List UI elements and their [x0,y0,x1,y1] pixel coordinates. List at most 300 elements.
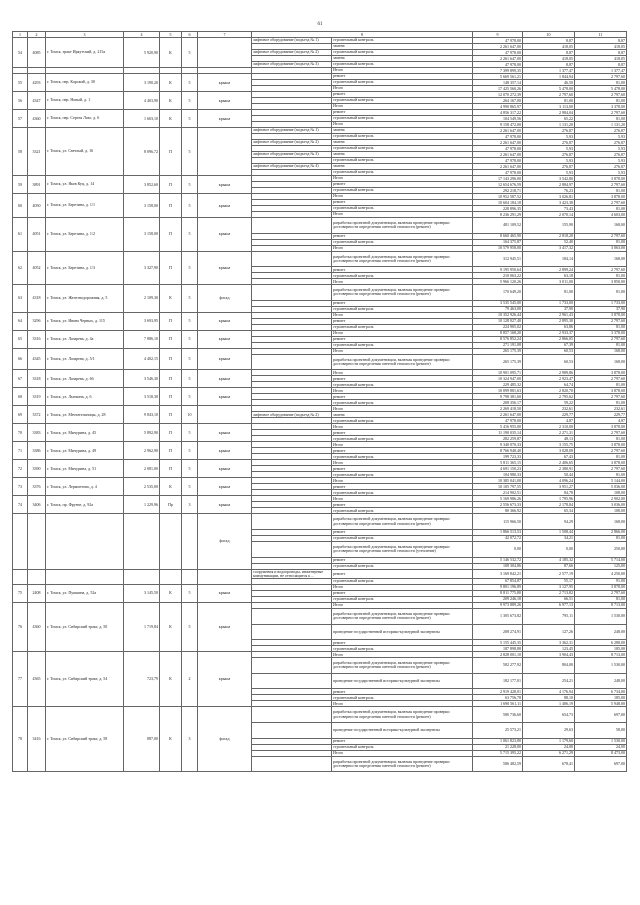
unit-cost: 65,34 [523,508,575,514]
work-item: ремонт [332,267,473,273]
total-area: 3 327,90 [124,251,160,285]
unit-cost: 276,87 [523,164,575,170]
max-unit-cost: 248,00 [575,624,627,640]
unit-cost: 2 795,62 [523,394,575,400]
work-item: замена [332,56,473,62]
wall-material: К [160,92,182,110]
unit-cost: 63,86 [523,324,575,330]
max-unit-cost: 697,00 [575,756,627,772]
house-id: 3891 [28,176,46,194]
work-cost: 63 756,78 [473,695,523,701]
work-item: разработка проектной документации, включая проведение проверки достоверности определения сметной стоимости (утепление) [332,541,473,557]
unit-cost: 2 818,20 [523,233,575,239]
wall-material: П [160,424,182,442]
max-unit-cost: 168,00 [575,218,627,234]
record-number: 75 [13,584,28,602]
work-item: Итого [332,330,473,336]
repair-object: крыша [198,251,252,285]
work-item: замена [332,140,473,146]
unit-cost: 3 362,31 [523,640,575,646]
unit-cost: 67,39 [523,342,575,348]
house-id: 4347 [28,92,46,110]
unit-cost: 3 026,81 [523,194,575,200]
work-group [252,707,332,723]
col-1-header: 1 [13,32,28,38]
unit-cost: 232,61 [523,406,575,412]
max-unit-cost: 3 850,00 [575,279,627,285]
record-number: 54 [13,38,28,68]
max-unit-cost: 2 797,60 [575,466,627,472]
work-item: строительный контроль [332,116,473,122]
unit-cost: 276,87 [523,152,575,158]
work-cost: 580 736,60 [473,707,523,723]
floor-count: 10 [182,406,198,424]
work-item: строительный контроль [332,563,473,569]
unit-cost: 418,05 [523,56,575,62]
max-unit-cost: 2 797,60 [575,318,627,324]
work-cost: 2 261 647,00 [473,44,523,50]
work-item: строительный контроль [332,273,473,279]
total-area: 2 962,90 [124,442,160,460]
max-unit-cost: 1 530,00 [575,608,627,624]
floor-count: 5 [182,38,198,68]
total-area: 1 229,96 [124,496,160,514]
work-item: ремонт [332,394,473,400]
house-id: 4360 [28,110,46,128]
wall-material [160,569,182,584]
work-item: строительный контроль [332,146,473,152]
unit-cost: 67,43 [523,454,575,460]
max-unit-cost: 3 378,00 [575,330,627,336]
work-item: разработка проектной документации, включая проведение проверки достоверности определения сметной стоимости (ремонт) [332,608,473,624]
table-row [13,569,627,578]
wall-material: П [160,348,182,370]
max-unit-cost: 8,87 [575,38,627,44]
work-cost: 2 261 647,00 [473,152,523,158]
total-area: 3 693,95 [124,312,160,330]
house-address: г. Томск, ул. Светлый, д. 16 [46,128,124,176]
work-item: ремонт [332,233,473,239]
repair-object: крыша [198,92,252,110]
unit-cost: 5,93 [523,170,575,176]
work-group [252,756,332,772]
work-cost: 47 978,00 [473,418,523,424]
work-item: разработка проектной документации, включая проведение проверки достоверности определения сметной стоимости (ремонт) [332,756,473,772]
work-group [252,624,332,640]
work-cost: 25 573,21 [473,722,523,738]
floor-count: 5 [182,128,198,176]
work-cost: 228 896,35 [473,206,523,212]
house-id: 4318 [28,285,46,313]
work-cost: 47 978,00 [473,50,523,56]
total-area: 9 843,10 [124,406,160,424]
wall-material [160,514,182,569]
work-cost: 10 352 926,44 [473,312,523,318]
unit-cost: 2 271,31 [523,430,575,436]
unit-cost: 2 070,14 [523,212,575,218]
work-item: ремонт [332,430,473,436]
work-item: ремонт [332,590,473,596]
repair-object: крыша [198,602,252,651]
work-item: ремонт [332,738,473,744]
max-unit-cost: 8 473,00 [575,750,627,756]
unit-cost: 2 923,47 [523,376,575,382]
work-item: Итого [332,348,473,354]
work-cost: 47 978,00 [473,62,523,68]
total-area: 3 852,60 [124,176,160,194]
work-item: Итого [332,212,473,218]
record-number [13,569,28,584]
max-unit-cost: 8 713,00 [575,602,627,608]
unit-cost: 3 542,80 [523,176,575,182]
house-address: г. Томск, пер. Карский, д. 30 [46,74,124,92]
repair-object [198,38,252,68]
max-unit-cost: 5 714,00 [575,557,627,563]
work-item: ремонт [332,200,473,206]
record-number: 58 [13,128,28,176]
record-number: 78 [13,707,28,772]
work-item: разработка проектной документации, включая проведение проверки достоверности определения сметной стоимости (ремонт) [332,218,473,234]
max-unit-cost: 185,00 [575,695,627,701]
max-unit-cost: 2 797,60 [575,448,627,454]
work-group [252,514,332,530]
repair-object: крыша [198,460,252,478]
house-address: г. Томск, ул. Лазарева, д. 5/1 [46,348,124,370]
work-item: замена [332,164,473,170]
work-item: разработка проектной документации, включая проведение проверки достоверности определения сметной стоимости (ремонт) [332,707,473,723]
work-cost: 47 978,00 [473,146,523,152]
max-unit-cost: 418,05 [575,56,627,62]
total-area: 7 886,10 [124,330,160,348]
work-cost: 17 143 296,00 [473,176,523,182]
unit-cost: 5 478,00 [523,86,575,92]
wall-material: К [160,38,182,68]
unit-cost: 3 127,95 [523,584,575,590]
work-item: Итого [332,460,473,466]
max-unit-cost: 5,93 [575,158,627,164]
work-item: строительный контроль [332,342,473,348]
max-unit-cost: 81,00 [575,188,627,194]
work-group [252,722,332,738]
work-cost: 264 167,00 [473,98,523,104]
record-number: 57 [13,110,28,128]
unit-cost: 73,43 [523,206,575,212]
house-address: г. Томск, ул. Мичурина, д. 51 [46,460,124,478]
unit-cost: 1 377,47 [523,68,575,74]
max-unit-cost: 6 288,00 [575,640,627,646]
max-unit-cost: 3 878,00 [575,388,627,394]
work-item: Итого [332,176,473,182]
work-item: Итого [332,602,473,608]
work-cost: 115 966,50 [473,514,523,530]
work-item: Итого [332,245,473,251]
work-cost: 17 425 560,26 [473,86,523,92]
floor-count: 5 [182,584,198,602]
max-unit-cost: 2 797,60 [575,182,627,188]
repair-object [198,128,252,176]
wall-material: К [160,602,182,651]
house-id: 4360 [28,602,46,651]
max-unit-cost: 2 797,60 [575,336,627,342]
total-area: 887,00 [124,707,160,772]
repair-object: фасад [198,285,252,313]
max-unit-cost: 81,00 [575,454,627,460]
record-number: 67 [13,370,28,388]
work-group: сооружения и водопроводы, инженерные коммуникации, не относящиеся к ... [252,569,332,578]
table-row [13,218,627,234]
work-cost: 10 604 184,18 [473,200,523,206]
work-group [252,541,332,557]
work-cost: 21 228,00 [473,744,523,750]
max-unit-cost: 81,00 [575,273,627,279]
max-unit-cost: 81,00 [575,239,627,245]
unit-cost: 2 884,97 [523,182,575,188]
unit-cost: 6 271,29 [523,750,575,756]
record-number: 76 [13,602,28,651]
work-item: Итого [332,68,473,74]
unit-cost: 87,66 [523,563,575,569]
max-unit-cost: 58,00 [575,722,627,738]
unit-cost: 3 155,75 [523,442,575,448]
work-item: строительный контроль [332,418,473,424]
max-unit-cost: 418,05 [575,44,627,50]
work-cost: 5 811 365,15 [473,460,523,466]
record-number: 71 [13,442,28,460]
work-cost: 4 691 150,23 [473,466,523,472]
work-item: проведение государственной историко-культурной экспертизы [332,722,473,738]
unit-cost: 60,53 [523,354,575,370]
unit-cost: 418,05 [523,44,575,50]
work-cost: 10 105 797,55 [473,484,523,490]
work-cost: 208 356,17 [473,400,523,406]
wall-material: П [160,388,182,406]
work-item: ремонт [332,336,473,342]
total-area: 3 158,00 [124,218,160,252]
work-cost: 2 261 647,00 [473,56,523,62]
max-unit-cost: 91,00 [575,578,627,584]
col-3-header: 3 [46,32,124,38]
max-unit-cost: 4,87 [575,418,627,424]
max-unit-cost: 6 734,00 [575,689,627,695]
total-area: 4 403,90 [124,92,160,110]
work-item: строительный контроль [332,188,473,194]
unit-cost: 4,87 [523,418,575,424]
max-unit-cost: 5 036,00 [575,484,627,490]
work-cost: 265 175,39 [473,348,523,354]
floor-count: 5 [182,194,198,218]
max-unit-cost: 2 797,60 [575,394,627,400]
house-id: 3383 [28,424,46,442]
total-area: 4 402,15 [124,348,160,370]
work-item: ремонт [332,529,473,535]
work-item: строительный контроль [332,744,473,750]
floor-count: 5 [182,348,198,370]
work-item: строительный контроль [332,400,473,406]
house-id: 3316 [28,330,46,348]
work-group [252,658,332,674]
record-number: 55 [13,74,28,92]
house-id: 3416 [28,707,46,772]
max-unit-cost: 2 797,60 [575,376,627,382]
repair-object: крыша [198,370,252,388]
unit-cost: 155,90 [523,218,575,234]
max-unit-cost: 81,00 [575,206,627,212]
max-unit-cost: 4 603,00 [575,212,627,218]
unit-cost: 795,11 [523,608,575,624]
work-item: ремонт [332,448,473,454]
floor-count: 5 [182,285,198,313]
work-item: Итого [332,442,473,448]
work-cost: 2 261 647,00 [473,140,523,146]
work-item: строительный контроль [332,206,473,212]
work-cost: 12 654 676,59 [473,182,523,188]
unit-cost: 59,22 [523,400,575,406]
work-cost: 108 304,86 [473,563,523,569]
work-item: разработка проектной документации, включая проведение проверки достоверности определения сметной стоимости (ремонт) [332,658,473,674]
unit-cost: 4 176,94 [523,689,575,695]
wall-material: К [160,652,182,707]
work-cost: 9 798 381,60 [473,394,523,400]
max-unit-cost: 248,00 [575,673,627,689]
unit-cost: 2 895,30 [523,318,575,324]
work-cost: 199 723,33 [473,454,523,460]
max-unit-cost: 168,00 [575,348,627,354]
work-cost: 1 305 673,82 [473,608,523,624]
work-cost: 9 195 950,64 [473,267,523,273]
max-unit-cost: 2 797,60 [575,200,627,206]
total-area: 3 158,00 [124,194,160,218]
col-7-header: 7 [198,32,252,38]
house-id: 3318 [28,370,46,388]
work-cost: 11 190 035,14 [473,430,523,436]
work-item: Итого [332,122,473,128]
work-cost: 229 485,32 [473,382,523,388]
max-unit-cost: 81,00 [575,116,627,122]
unit-cost: 276,87 [523,128,575,134]
work-cost: 2 919 428,01 [473,689,523,695]
wall-material: П [160,194,182,218]
max-unit-cost: 3 878,00 [575,370,627,376]
unit-cost: 64,74 [523,382,575,388]
unit-cost: 5,93 [523,134,575,140]
work-item: строительный контроль [332,170,473,176]
record-number: 63 [13,285,28,313]
work-item: строительный контроль [332,62,473,68]
wall-material: К [160,74,182,92]
wall-material: П [160,406,182,424]
unit-cost: 8,87 [523,38,575,44]
max-unit-cost: 2 797,60 [575,74,627,80]
wall-material: К [160,584,182,602]
house-address: г. Томск, ул. Лазарева, д. 6б [46,370,124,388]
max-unit-cost: 24,00 [575,744,627,750]
unit-cost: 24,00 [523,744,575,750]
work-cost: 10 324 947,00 [473,376,523,382]
work-item: строительный контроль [332,490,473,496]
floor-count: 5 [182,370,198,388]
work-cost: 10 099 881,63 [473,388,523,394]
max-unit-cost: 168,00 [575,354,627,370]
house-address [46,514,124,569]
unit-cost: 55,17 [523,578,575,584]
work-item: замена [332,44,473,50]
max-unit-cost: 3 878,00 [575,424,627,430]
max-unit-cost: 81,00 [575,382,627,388]
max-unit-cost: 2 902,00 [575,496,627,502]
work-cost: 182 177,01 [473,673,523,689]
record-number: 59 [13,176,28,194]
work-item: ремонт [332,92,473,98]
work-item: ремонт [332,318,473,324]
unit-cost: 81,00 [523,98,575,104]
house-id: 4052 [28,251,46,285]
floor-count [182,514,198,569]
record-number: 62 [13,251,28,285]
house-id: 2408 [28,584,46,602]
work-cost: 80 366,92 [473,508,523,514]
work-item: Итого [332,701,473,707]
work-item: строительный контроль [332,596,473,602]
house-id: 4365 [28,652,46,707]
unit-cost: 1 733,00 [523,300,575,306]
work-item: Итого [332,388,473,394]
work-cost: 12 070 272,39 [473,92,523,98]
unit-cost: 8,87 [523,62,575,68]
work-cost: 312 945,51 [473,251,523,267]
max-unit-cost: 168,00 [575,514,627,530]
total-area: 1 603,10 [124,110,160,128]
floor-count: 2 [182,652,198,707]
max-unit-cost: 250,00 [575,541,627,557]
work-item: замена [332,128,473,134]
work-group: лифтовое оборудование (подъезд № 3) [252,152,332,158]
work-item: проведение государственной историко-культурной экспертизы [332,673,473,689]
floor-count: 5 [182,478,198,496]
work-item: строительный контроль [332,50,473,56]
max-unit-cost: 81,00 [575,324,627,330]
unit-cost: 2 933,37 [523,330,575,336]
repair-object: крыша [198,442,252,460]
floor-count [182,569,198,584]
max-unit-cost: 5 478,00 [575,86,627,92]
house-address: г. Томск, пер. Сергея Лазо, д. 6 [46,110,124,128]
unit-cost: 37,90 [523,306,575,312]
house-id: 3406 [28,496,46,514]
max-unit-cost: 8,87 [575,50,627,56]
max-unit-cost: 2 797,60 [575,267,627,273]
work-cost: 1 690 561,11 [473,701,523,707]
house-id: 4345 [28,348,46,370]
repair-object: крыша [198,330,252,348]
floor-count: 5 [182,218,198,252]
unit-cost: 6 977,13 [523,602,575,608]
work-item: строительный контроль [332,98,473,104]
work-cost: 208 274,91 [473,624,523,640]
total-area: 3 190,20 [124,74,160,92]
max-unit-cost: 81,00 [575,596,627,602]
floor-count: 3 [182,707,198,772]
unit-cost: 63,18 [523,273,575,279]
unit-cost: 804,00 [523,658,575,674]
total-area: 5 920,90 [124,38,160,68]
unit-cost: 0,00 [523,541,575,557]
work-cost: 0,00 [473,541,523,557]
total-area: 8 096,72 [124,128,160,176]
record-number: 60 [13,194,28,218]
work-item: Итого [332,424,473,430]
work-cost: 8 811 775,80 [473,590,523,596]
max-unit-cost: 3 878,00 [575,460,627,466]
